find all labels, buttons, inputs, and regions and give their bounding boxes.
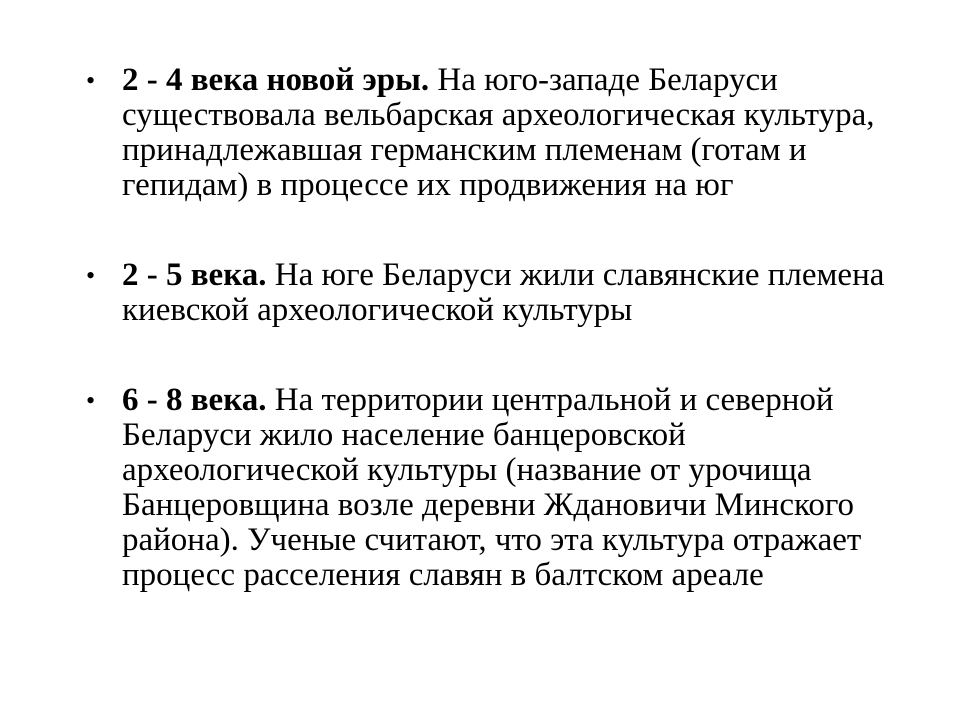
bullet-icon: • — [86, 386, 96, 415]
bullet-heading: 2 - 4 века новой эры. — [122, 62, 430, 98]
bullet-heading: 6 - 8 века. — [122, 382, 267, 418]
bullet-icon: • — [86, 261, 96, 290]
bullet-text: На юге Беларуси жили славянские племена киевской археологической культуры — [122, 257, 885, 328]
bullet-item-6-8-centuries — [84, 383, 904, 593]
bullet-item-2-4-centuries — [84, 63, 904, 203]
bullet-item-2-5-centuries — [84, 258, 904, 328]
bullet-heading: 2 - 5 века. — [122, 257, 267, 293]
bullet-text: На территории центральной и северной Беларуси жило население банцеровской археологической культуры (название от урочища Банцеровщина возле деревни Ждановичи Минского района). Ученые считают, что эта культура отражает процесс расселения славян в балтском ареале — [122, 382, 862, 593]
bullet-text: На юго-западе Беларуси существовала вельбарская археологическая культура, принадлежавшая германским племенам (готам и гепидам) в процессе их продвижения на юг — [122, 62, 875, 203]
bullet-icon: • — [86, 66, 96, 95]
bullet-list — [84, 63, 904, 593]
